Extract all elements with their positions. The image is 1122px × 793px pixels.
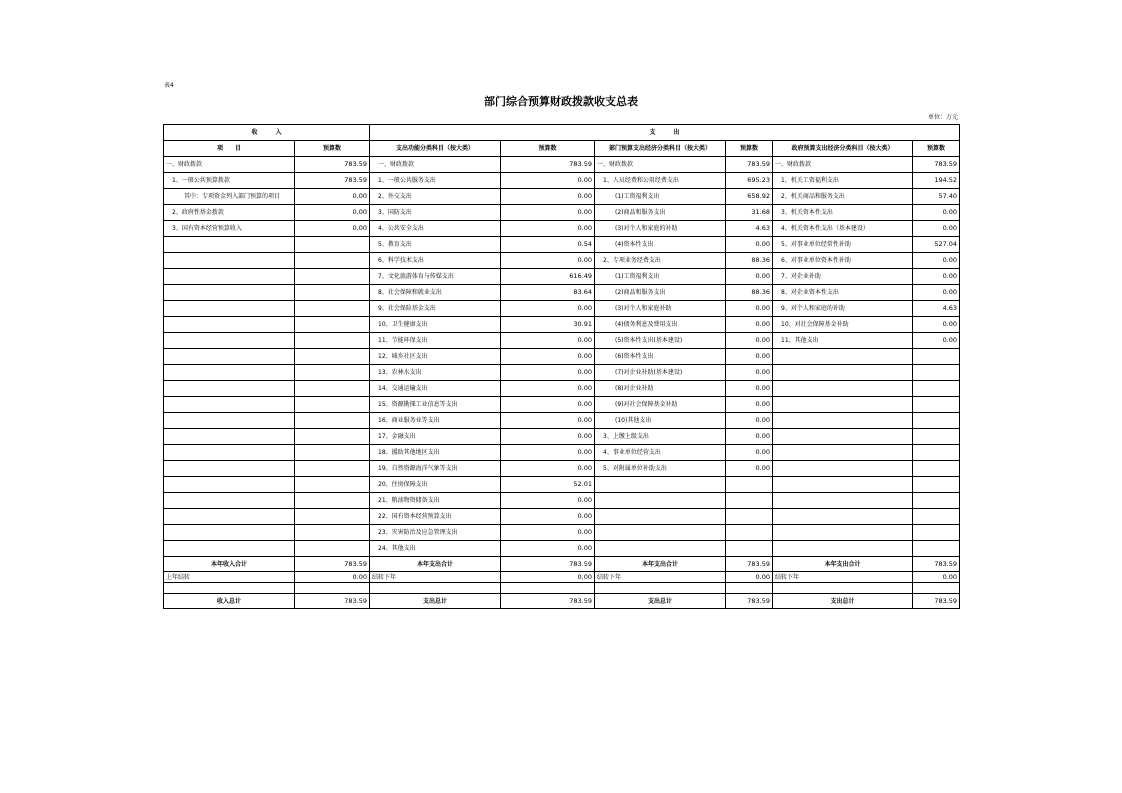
item-label-cell: (5)资本性支出(基本建设) [595, 333, 726, 349]
budget-value-cell: 57.40 [913, 189, 960, 205]
item-label-cell: 收入总计 [164, 594, 295, 609]
item-label-cell [595, 525, 726, 541]
item-label-cell [595, 509, 726, 525]
item-label-cell: 13、农林水支出 [370, 365, 501, 381]
col-dept-econ-header: 部门预算支出经济分类科目（按大类） [595, 141, 726, 157]
budget-value-cell: 0.00 [501, 365, 595, 381]
item-label-cell: 15、资源勘探工业信息等支出 [370, 397, 501, 413]
empty-cell [595, 583, 726, 594]
item-label-cell: 2、专项业务经费支出 [595, 253, 726, 269]
table-row [164, 221, 960, 237]
budget-value-cell [295, 477, 370, 493]
col-budget-header: 预算数 [913, 141, 960, 157]
empty-cell [370, 583, 501, 594]
table-row [164, 301, 960, 317]
empty-cell [773, 583, 913, 594]
budget-value-cell: 0.00 [501, 189, 595, 205]
item-label-cell: 4、公共安全支出 [370, 221, 501, 237]
budget-value-cell: 783.59 [295, 557, 370, 572]
budget-value-cell [295, 349, 370, 365]
expenditure-section-header: 支 出 [370, 125, 960, 141]
item-label-cell: 12、城乡社区支出 [370, 349, 501, 365]
budget-value-cell: 0.00 [726, 429, 773, 445]
budget-value-cell [295, 397, 370, 413]
budget-value-cell: 0.00 [501, 397, 595, 413]
item-label-cell [164, 397, 295, 413]
item-label-cell: (1)工资福利支出 [595, 269, 726, 285]
budget-value-cell: 0.00 [913, 572, 960, 583]
budget-value-cell: 31.68 [726, 205, 773, 221]
budget-value-cell [295, 445, 370, 461]
budget-value-cell [726, 509, 773, 525]
item-label-cell [164, 237, 295, 253]
item-label-cell: 21、粮油物资储备支出 [370, 493, 501, 509]
item-label-cell: 18、援助其他地区支出 [370, 445, 501, 461]
budget-value-cell: 783.59 [295, 157, 370, 173]
budget-value-cell [726, 525, 773, 541]
col-item-header: 项 目 [164, 141, 295, 157]
item-label-cell: 3、国有资本经营预算收入 [164, 221, 295, 237]
item-label-cell: 1、机关工资福利支出 [773, 173, 913, 189]
budget-value-cell: 783.59 [501, 594, 595, 609]
budget-value-cell [913, 413, 960, 429]
budget-value-cell [295, 413, 370, 429]
table-row [164, 477, 960, 493]
item-label-cell: 11、其他支出 [773, 333, 913, 349]
budget-value-cell: 0.00 [726, 461, 773, 477]
budget-value-cell [913, 525, 960, 541]
budget-table [163, 124, 960, 609]
item-label-cell [164, 461, 295, 477]
item-label-cell: 6、对事业单位资本性补助 [773, 253, 913, 269]
budget-value-cell: 0.00 [913, 285, 960, 301]
item-label-cell [164, 317, 295, 333]
budget-value-cell: 0.00 [726, 269, 773, 285]
budget-value-cell: 0.00 [501, 493, 595, 509]
income-section-header: 收 入 [164, 125, 370, 141]
item-label-cell: 5、对事业单位经常性补助 [773, 237, 913, 253]
budget-value-cell: 783.59 [726, 157, 773, 173]
item-label-cell: (8)对企业补助 [595, 381, 726, 397]
item-label-cell: (10)其他支出 [595, 413, 726, 429]
empty-cell [295, 583, 370, 594]
item-label-cell: 支出总计 [773, 594, 913, 609]
budget-value-cell: 0.54 [501, 237, 595, 253]
col-budget-header: 预算数 [295, 141, 370, 157]
budget-value-cell: 0.00 [295, 221, 370, 237]
item-label-cell [773, 493, 913, 509]
item-label-cell [773, 381, 913, 397]
budget-value-cell: 0.00 [726, 237, 773, 253]
item-label-cell: 20、住房保障支出 [370, 477, 501, 493]
table-row [164, 541, 960, 557]
item-label-cell [595, 477, 726, 493]
item-label-cell [773, 477, 913, 493]
item-label-cell: 7、对企业补助 [773, 269, 913, 285]
item-label-cell: 支出总计 [370, 594, 501, 609]
col-budget-header: 预算数 [726, 141, 773, 157]
budget-value-cell [913, 349, 960, 365]
table-row [164, 365, 960, 381]
budget-value-cell [295, 317, 370, 333]
budget-value-cell: 783.59 [726, 557, 773, 572]
budget-value-cell: 0.00 [501, 205, 595, 221]
item-label-cell: 2、外交支出 [370, 189, 501, 205]
budget-value-cell: 0.00 [295, 205, 370, 221]
item-label-cell: 2、机关商品和服务支出 [773, 189, 913, 205]
blank-row [164, 583, 960, 594]
budget-value-cell: 783.59 [913, 594, 960, 609]
budget-value-cell: 0.00 [726, 445, 773, 461]
item-label-cell: 7、文化旅游体育与传媒支出 [370, 269, 501, 285]
item-label-cell [164, 413, 295, 429]
budget-value-cell: 0.00 [501, 301, 595, 317]
section-header-row [164, 125, 960, 141]
budget-value-cell: 0.00 [501, 429, 595, 445]
item-label-cell [164, 333, 295, 349]
item-label-cell: 3、上缴上级支出 [595, 429, 726, 445]
item-label-cell [773, 429, 913, 445]
item-label-cell: 3、机关资本性支出 [773, 205, 913, 221]
budget-value-cell: 0.00 [726, 333, 773, 349]
table-row [164, 333, 960, 349]
item-label-cell: 一、财政拨款 [595, 157, 726, 173]
budget-value-cell: 194.52 [913, 173, 960, 189]
budget-value-cell: 0.00 [501, 525, 595, 541]
item-label-cell [595, 493, 726, 509]
table-row [164, 205, 960, 221]
budget-value-cell: 0.00 [501, 572, 595, 583]
page-title: 部门综合预算财政拨款收支总表 [484, 95, 638, 108]
item-label-cell: 24、其他支出 [370, 541, 501, 557]
table-row [164, 461, 960, 477]
budget-value-cell: 0.00 [501, 413, 595, 429]
budget-value-cell: 0.00 [913, 317, 960, 333]
budget-value-cell [726, 477, 773, 493]
item-label-cell: (3)对个人和家庭补助 [595, 301, 726, 317]
item-label-cell [773, 461, 913, 477]
budget-value-cell [295, 253, 370, 269]
budget-value-cell: 0.00 [726, 301, 773, 317]
table-row [164, 525, 960, 541]
table-row [164, 269, 960, 285]
budget-value-cell [913, 493, 960, 509]
budget-value-cell: 30.91 [501, 317, 595, 333]
item-label-cell: 10、卫生健康支出 [370, 317, 501, 333]
item-label-cell [773, 525, 913, 541]
item-label-cell: 11、节能环保支出 [370, 333, 501, 349]
budget-value-cell: 783.59 [501, 557, 595, 572]
item-label-cell [164, 301, 295, 317]
item-label-cell: 本年收入合计 [164, 557, 295, 572]
budget-value-cell: 0.00 [501, 541, 595, 557]
item-label-cell: (1)工资福利支出 [595, 189, 726, 205]
table-row [164, 429, 960, 445]
table-number: 表4 [164, 82, 174, 89]
budget-value-cell: 0.00 [295, 189, 370, 205]
item-label-cell [164, 381, 295, 397]
budget-value-cell [913, 381, 960, 397]
carry-row [164, 572, 960, 583]
item-label-cell: 10、对社会保障基金补助 [773, 317, 913, 333]
budget-value-cell: 616.49 [501, 269, 595, 285]
grand-total-row [164, 594, 960, 609]
item-label-cell: 支出总计 [595, 594, 726, 609]
item-label-cell: (4)债务利息及费用支出 [595, 317, 726, 333]
item-label-cell: 4、事业单位经营支出 [595, 445, 726, 461]
table-row [164, 189, 960, 205]
item-label-cell: 6、科学技术支出 [370, 253, 501, 269]
item-label-cell: 结转下年 [773, 572, 913, 583]
item-label-cell: 一、财政拨款 [370, 157, 501, 173]
item-label-cell: (4)资本性支出 [595, 237, 726, 253]
item-label-cell: 一、财政拨款 [164, 157, 295, 173]
empty-cell [501, 583, 595, 594]
item-label-cell [164, 429, 295, 445]
budget-value-cell: 0.00 [501, 221, 595, 237]
budget-value-cell [295, 525, 370, 541]
table-row [164, 381, 960, 397]
unit-label: 单位：万元 [927, 114, 958, 121]
item-label-cell: 本年支出合计 [370, 557, 501, 572]
budget-value-cell: 0.00 [726, 349, 773, 365]
budget-value-cell: 52.01 [501, 477, 595, 493]
budget-value-cell [295, 269, 370, 285]
table-row [164, 413, 960, 429]
item-label-cell: (6)资本性支出 [595, 349, 726, 365]
item-label-cell: 本年支出合计 [773, 557, 913, 572]
item-label-cell [773, 541, 913, 557]
item-label-cell: 8、社会保障和就业支出 [370, 285, 501, 301]
budget-value-cell: 783.59 [295, 594, 370, 609]
item-label-cell [773, 365, 913, 381]
budget-value-cell [295, 237, 370, 253]
item-label-cell [164, 525, 295, 541]
table-row [164, 349, 960, 365]
empty-cell [726, 583, 773, 594]
budget-value-cell: 0.00 [501, 349, 595, 365]
budget-value-cell [295, 333, 370, 349]
item-label-cell [164, 285, 295, 301]
item-label-cell: (2)商品和服务支出 [595, 285, 726, 301]
item-label-cell: 1、人员经费和公用经费支出 [595, 173, 726, 189]
budget-value-cell: 0.00 [913, 333, 960, 349]
empty-cell [913, 583, 960, 594]
budget-value-cell [295, 365, 370, 381]
budget-value-cell: 4.63 [913, 301, 960, 317]
budget-value-cell [295, 285, 370, 301]
item-label-cell: 3、国防支出 [370, 205, 501, 221]
budget-value-cell: 0.00 [501, 509, 595, 525]
budget-value-cell: 88.36 [726, 285, 773, 301]
item-label-cell: 9、社会保险基金支出 [370, 301, 501, 317]
item-label-cell [773, 445, 913, 461]
table-row [164, 317, 960, 333]
col-budget-header: 预算数 [501, 141, 595, 157]
item-label-cell [164, 365, 295, 381]
budget-value-cell: 0.00 [726, 381, 773, 397]
budget-value-cell: 0.00 [501, 445, 595, 461]
budget-value-cell: 0.00 [501, 173, 595, 189]
budget-value-cell [295, 509, 370, 525]
item-label-cell: (7)对企业补助(基本建设) [595, 365, 726, 381]
item-label-cell [773, 397, 913, 413]
item-label-cell: 其中：专项资金列入部门预算的项目 [164, 189, 295, 205]
budget-value-cell: 0.00 [726, 413, 773, 429]
budget-value-cell: 0.00 [726, 572, 773, 583]
budget-value-cell [295, 493, 370, 509]
empty-cell [164, 583, 295, 594]
item-label-cell [164, 477, 295, 493]
item-label-cell [773, 349, 913, 365]
item-label-cell: 8、对企业资本性支出 [773, 285, 913, 301]
budget-value-cell: 4.63 [726, 221, 773, 237]
item-label-cell [164, 541, 295, 557]
budget-value-cell: 0.00 [501, 461, 595, 477]
item-label-cell [164, 349, 295, 365]
item-label-cell: 一、财政拨款 [773, 157, 913, 173]
item-label-cell [164, 509, 295, 525]
item-label-cell: 5、对附属单位补助支出 [595, 461, 726, 477]
budget-value-cell [913, 365, 960, 381]
budget-value-cell [913, 477, 960, 493]
budget-value-cell: 0.00 [726, 397, 773, 413]
budget-value-cell: 0.00 [913, 269, 960, 285]
budget-value-cell [295, 541, 370, 557]
budget-value-cell: 0.00 [913, 205, 960, 221]
budget-value-cell [295, 429, 370, 445]
item-label-cell: 23、灾害防治及应急管理支出 [370, 525, 501, 541]
item-label-cell: 上年结转 [164, 572, 295, 583]
budget-value-cell [913, 429, 960, 445]
item-label-cell: 9、对个人和家庭的补助 [773, 301, 913, 317]
item-label-cell: 结转下年 [370, 572, 501, 583]
budget-value-cell [295, 461, 370, 477]
budget-value-cell: 527.04 [913, 237, 960, 253]
item-label-cell: (9)对社会保障基金补助 [595, 397, 726, 413]
item-label-cell: 17、金融支出 [370, 429, 501, 445]
budget-value-cell: 0.00 [501, 381, 595, 397]
item-label-cell: 结转下年 [595, 572, 726, 583]
item-label-cell: 1、一般公共预算拨款 [164, 173, 295, 189]
table-row [164, 253, 960, 269]
item-label-cell: 2、政府性基金拨款 [164, 205, 295, 221]
item-label-cell [164, 253, 295, 269]
item-label-cell: 1、一般公共服务支出 [370, 173, 501, 189]
item-label-cell [773, 413, 913, 429]
budget-value-cell: 0.00 [501, 333, 595, 349]
budget-value-cell: 658.92 [726, 189, 773, 205]
budget-value-cell [913, 445, 960, 461]
budget-value-cell [913, 397, 960, 413]
item-label-cell [595, 541, 726, 557]
table-row [164, 445, 960, 461]
col-gov-econ-header: 政府预算支出经济分类科目（按大类） [773, 141, 913, 157]
table-row [164, 397, 960, 413]
year-total-row [164, 557, 960, 572]
item-label-cell: 16、商业服务业等支出 [370, 413, 501, 429]
table-row [164, 493, 960, 509]
budget-value-cell: 0.00 [726, 317, 773, 333]
budget-value-cell: 83.64 [501, 285, 595, 301]
item-label-cell: 5、教育支出 [370, 237, 501, 253]
item-label-cell [164, 269, 295, 285]
item-label-cell: 4、机关资本性支出（基本建设） [773, 221, 913, 237]
item-label-cell [164, 493, 295, 509]
budget-value-cell: 0.00 [726, 365, 773, 381]
budget-value-cell [726, 541, 773, 557]
budget-value-cell: 0.00 [295, 572, 370, 583]
budget-value-cell: 783.59 [501, 157, 595, 173]
budget-value-cell: 0.00 [501, 253, 595, 269]
budget-value-cell [295, 381, 370, 397]
col-func-header: 支出功能分类科目（按大类） [370, 141, 501, 157]
budget-value-cell [913, 461, 960, 477]
item-label-cell [164, 445, 295, 461]
item-label-cell: (2)商品和服务支出 [595, 205, 726, 221]
item-label-cell: (3)对个人和家庭的补助 [595, 221, 726, 237]
budget-value-cell: 783.59 [913, 157, 960, 173]
table-row [164, 509, 960, 525]
budget-value-cell: 783.59 [295, 173, 370, 189]
item-label-cell [773, 509, 913, 525]
budget-value-cell: 783.59 [726, 594, 773, 609]
budget-value-cell [913, 509, 960, 525]
table-row [164, 157, 960, 173]
budget-value-cell: 0.00 [913, 253, 960, 269]
budget-value-cell: 0.00 [913, 221, 960, 237]
item-label-cell: 14、交通运输支出 [370, 381, 501, 397]
item-label-cell: 19、自然资源海洋气象等支出 [370, 461, 501, 477]
item-label-cell: 本年支出合计 [595, 557, 726, 572]
budget-value-cell [913, 541, 960, 557]
budget-value-cell: 88.36 [726, 253, 773, 269]
budget-value-cell: 783.59 [913, 557, 960, 572]
budget-value-cell [726, 493, 773, 509]
budget-value-cell: 695.23 [726, 173, 773, 189]
column-header-row [164, 141, 960, 157]
table-row [164, 237, 960, 253]
table-row [164, 173, 960, 189]
budget-value-cell [295, 301, 370, 317]
item-label-cell: 22、国有资本经营预算支出 [370, 509, 501, 525]
table-row [164, 285, 960, 301]
